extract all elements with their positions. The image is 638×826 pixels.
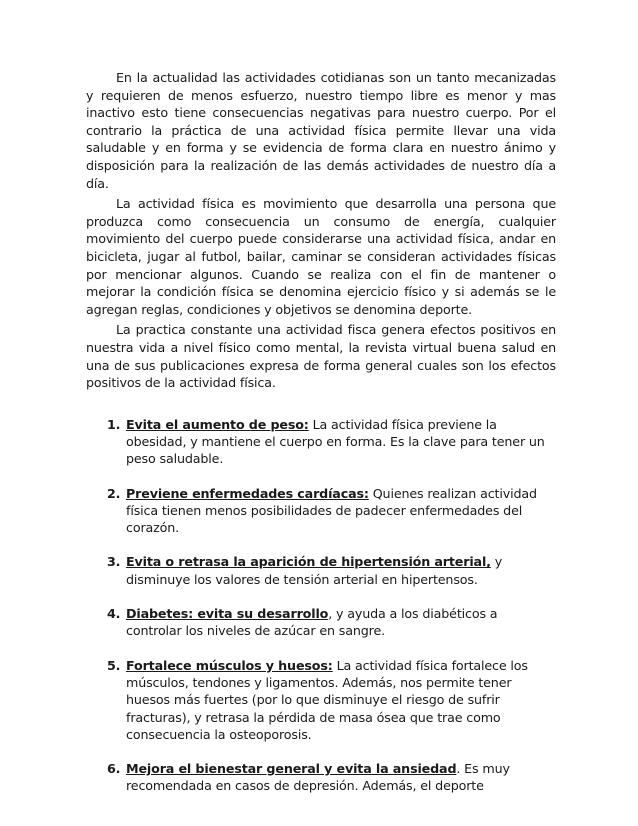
benefits-list: [86, 416, 556, 795]
benefit-title: Mejora el bienestar general y evita la ansiedad: [126, 761, 457, 777]
benefit-item: [86, 416, 556, 468]
benefit-item: [86, 605, 556, 640]
benefit-title: Evita o retrasa la aparición de hipertensión arterial,: [126, 554, 491, 570]
benefit-item: [86, 657, 556, 743]
intro-paragraph-3: La practica constante una actividad fisca genera efectos positivos en nuestra vida a nivel físico como mental, la revista virtual buena salud en una de sus publicaciones expresa de forma general cuales son los efectos positivos de la actividad física.: [86, 322, 556, 391]
benefit-number: 1.: [107, 416, 121, 432]
benefit-item: [86, 485, 556, 537]
intro-paragraph-1: En la actualidad las actividades cotidianas son un tanto mecanizadas y requieren de menos esfuerzo, nuestro tiempo libre es menor y mas inactivo esto tiene consecuencias negativas para nuestro cuerpo. Por el contrario la práctica de una actividad física permite llevar una vida saludable y en forma y se evidencia de forma clara en nuestro ánimo y disposición para la realización de las demás actividades de nuestro día a día.: [86, 70, 556, 191]
benefit-text: La actividad física previene la obesidad, y mantiene el cuerpo en forma. Es la clave para tener un peso saludable.: [126, 416, 545, 467]
benefit-text: . Es muy recomendada en casos de depresión. Además, el deporte: [126, 761, 510, 794]
benefit-item: [86, 553, 556, 588]
benefit-item: [86, 760, 556, 795]
benefit-number: 5.: [107, 657, 121, 673]
intro-paragraph-2: La actividad física es movimiento que desarrolla una persona que produzca como consecuencia un consumo de energía, cualquier movimiento del cuerpo puede considerarse una actividad física, andar en bicicleta, jugar al futbol, bailar, caminar se consideran actividades físicas por mencionar algunos. Cuando se realiza con el fin de mantener o mejorar la condición física se denomina ejercicio físico y si además se le agregan reglas, condiciones y objetivos se denomina deporte.: [86, 196, 556, 317]
benefit-number: 4.: [107, 606, 121, 622]
benefit-title: Previene enfermedades cardíacas:: [126, 485, 369, 501]
benefit-title: Evita el aumento de peso:: [126, 416, 309, 432]
benefit-number: 6.: [107, 761, 121, 777]
benefit-title: Diabetes: evita su desarrollo: [126, 606, 329, 622]
benefit-number: 2.: [107, 485, 121, 501]
benefit-text: , y ayuda a los diabéticos a controlar los niveles de azúcar en sangre.: [126, 606, 498, 639]
benefit-title: Fortalece músculos y huesos:: [126, 657, 333, 673]
benefit-text: La actividad física fortalece los músculos, tendones y ligamentos. Además, nos permite tener huesos más fuertes (por lo que disminuye el riesgo de sufrir fracturas), y retrasa la pérdida de masa ósea que trae como consecuencia la osteoporosis.: [126, 657, 528, 742]
benefit-text: y disminuye los valores de tensión arterial en hipertensos.: [126, 554, 503, 587]
benefit-number: 3.: [107, 554, 121, 570]
benefit-text: Quienes realizan actividad física tienen menos posibilidades de padecer enfermedades del corazón.: [126, 485, 537, 536]
